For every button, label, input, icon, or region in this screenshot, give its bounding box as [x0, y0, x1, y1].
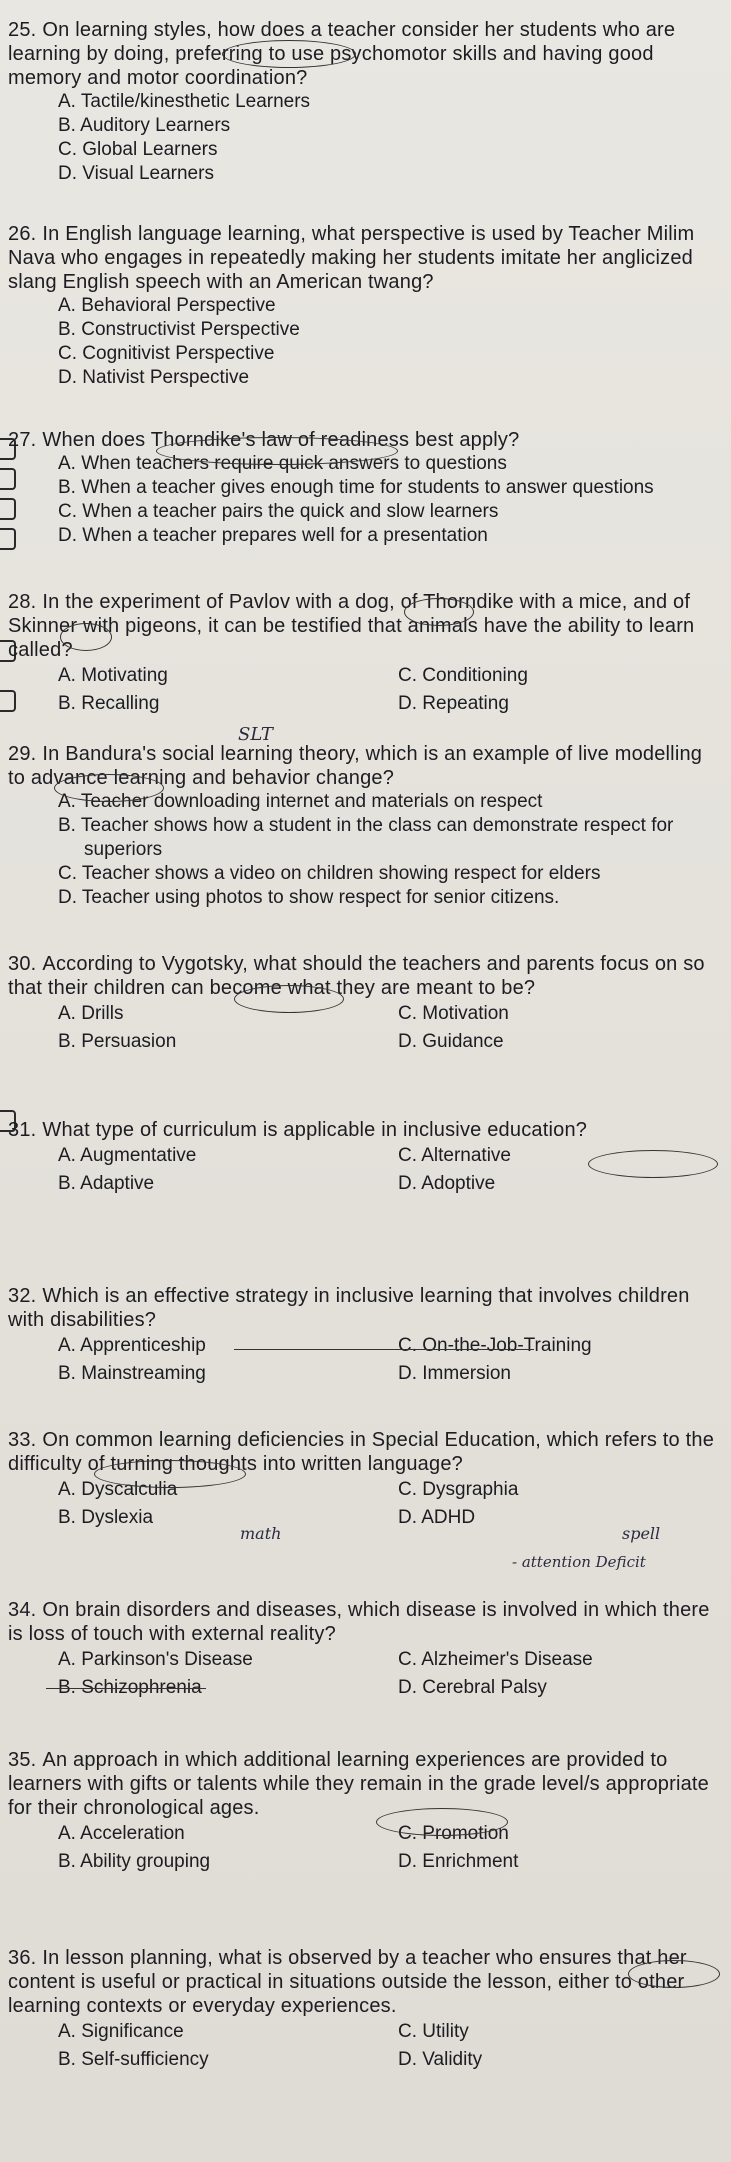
question-34 — [8, 1598, 720, 1702]
option[interactable]: C. Conditioning — [398, 665, 528, 686]
option[interactable]: B. Mainstreaming — [58, 1363, 206, 1384]
option[interactable]: A. Behavioral Perspective — [58, 295, 276, 316]
question-28 — [8, 590, 720, 718]
option[interactable]: B. Self-sufficiency — [58, 2049, 209, 2070]
option[interactable]: C. On-the-Job-Training — [398, 1335, 592, 1356]
pen-circle — [234, 985, 344, 1013]
option[interactable]: B. Ability grouping — [58, 1851, 211, 1872]
option[interactable]: A. When teachers require quick answers to questions — [58, 453, 507, 474]
option[interactable]: C. When a teacher pairs the quick and slow learners — [58, 501, 499, 522]
option[interactable]: A. Motivating — [58, 665, 168, 686]
option[interactable]: D. Nativist Perspective — [58, 367, 250, 388]
option[interactable]: C. Teacher shows a video on children showing respect for elders — [58, 863, 601, 884]
option[interactable]: C. Cognitivist Perspective — [58, 343, 275, 364]
pen-underline — [234, 1349, 534, 1350]
question-stem: 28. In the experiment of Pavlov with a dog, of Thorndike with a mice, and of Skinner with pigeons, it can be testified that animals have the ability to learn called? — [8, 591, 695, 661]
options-list — [58, 294, 720, 390]
option[interactable]: C. Global Learners — [58, 139, 218, 160]
option[interactable]: B. Adaptive — [58, 1173, 155, 1194]
question-stem: 27. When does Thorndike's law of readiness best apply? — [8, 429, 520, 451]
option[interactable]: D. Visual Learners — [58, 163, 214, 184]
option[interactable]: B. Recalling — [58, 693, 160, 714]
question-stem: 31. What type of curriculum is applicable in inclusive education? — [8, 1119, 588, 1141]
option[interactable]: D. When a teacher prepares well for a presentation — [58, 525, 488, 546]
option[interactable]: A. Augmentative — [58, 1145, 197, 1166]
pen-circle — [628, 1960, 720, 1988]
option[interactable]: A. Acceleration — [58, 1823, 185, 1844]
option[interactable]: B. Dyslexia — [58, 1507, 154, 1528]
option[interactable]: B. Persuasion — [58, 1031, 177, 1052]
pen-circle — [222, 40, 356, 68]
options-list — [58, 90, 720, 186]
option[interactable]: A. Parkinson's Disease — [58, 1649, 253, 1670]
question-stem: 32. Which is an effective strategy in inclusive learning that involves children with disabilities? — [8, 1285, 690, 1331]
option[interactable]: D. Guidance — [398, 1031, 504, 1052]
question-36 — [8, 1946, 720, 2074]
question-29 — [8, 742, 720, 910]
option[interactable]: D. Validity — [398, 2049, 483, 2070]
option[interactable]: D. ADHD — [398, 1507, 476, 1528]
pen-circle — [54, 774, 164, 802]
option[interactable]: A. Apprenticeship — [58, 1335, 206, 1356]
pen-circle — [404, 598, 474, 626]
option[interactable]: C. Motivation — [398, 1003, 509, 1024]
question-stem: 30. According to Vygotsky, what should the teachers and parents focus on so that their children can become what they are meant to be? — [8, 953, 705, 999]
option[interactable]: C. Dysgraphia — [398, 1479, 519, 1500]
question-26 — [8, 222, 720, 390]
handwritten-note: SLT — [238, 724, 273, 745]
question-25 — [8, 18, 720, 186]
option[interactable]: D. Cerebral Palsy — [398, 1677, 547, 1698]
option[interactable]: A. Drills — [58, 1003, 124, 1024]
option[interactable]: B. Teacher shows how a student in the class can demonstrate respect for superiors — [58, 815, 674, 860]
pen-circle — [376, 1808, 508, 1836]
question-30 — [8, 952, 720, 1056]
options-grid — [58, 2018, 720, 2074]
question-35 — [8, 1748, 720, 1876]
options-grid — [58, 1000, 720, 1056]
options-list — [58, 452, 700, 548]
option[interactable]: C. Utility — [398, 2021, 469, 2042]
handwritten-note: - attention Deficit — [512, 1553, 646, 1571]
option[interactable]: B. Constructivist Perspective — [58, 319, 300, 340]
option[interactable]: A. Tactile/kinesthetic Learners — [58, 91, 311, 112]
question-32 — [8, 1284, 720, 1388]
pen-circle — [588, 1150, 718, 1178]
pen-circle — [94, 1460, 246, 1488]
option[interactable]: D. Immersion — [398, 1363, 511, 1384]
question-stem: 34. On brain disorders and diseases, which disease is involved in which there is loss of touch with external reality? — [8, 1599, 710, 1645]
question-stem: 29. In Bandura's social learning theory, which is an example of live modelling to advance learning and behavior change? — [8, 743, 703, 789]
options-grid — [58, 1332, 720, 1388]
option[interactable]: B. Schizophrenia — [58, 1677, 202, 1698]
option[interactable]: C. Alzheimer's Disease — [398, 1649, 593, 1670]
pen-circle — [60, 623, 112, 651]
handwritten-note: spell — [622, 1524, 661, 1543]
pen-underline — [46, 1688, 206, 1689]
option[interactable]: C. Promotion — [398, 1823, 509, 1844]
handwritten-note: math — [240, 1524, 282, 1543]
options-grid — [58, 1646, 720, 1702]
option[interactable]: A. Teacher downloading internet and materials on respect — [58, 791, 543, 812]
option[interactable]: D. Teacher using photos to show respect for senior citizens. — [58, 887, 560, 908]
question-stem: 26. In English language learning, what perspective is used by Teacher Milim Nava who engages in repeatedly making her students imitate her anglicized slang English speech with an American twang? — [8, 223, 695, 293]
option[interactable]: C. Alternative — [398, 1145, 511, 1166]
pen-circle — [156, 437, 398, 465]
option[interactable]: D. Enrichment — [398, 1851, 519, 1872]
option[interactable]: A. Significance — [58, 2021, 184, 2042]
option[interactable]: A. Dyscalculia — [58, 1479, 178, 1500]
options-list — [58, 790, 710, 910]
option[interactable]: D. Adoptive — [398, 1173, 496, 1194]
question-stem: 36. In lesson planning, what is observed by a teacher who ensures that her content is useful or practical in situations outside the lesson, either to other learning contexts or everyday experiences. — [8, 1947, 687, 2017]
question-stem: 33. On common learning deficiencies in Special Education, which refers to the difficulty of turning thoughts into written language? — [8, 1429, 715, 1475]
options-grid — [58, 662, 720, 718]
question-stem: 25. On learning styles, how does a teacher consider her students who are learning by doing, preferring to use psychomotor skills and having good memory and motor coordination? — [8, 19, 676, 89]
option[interactable]: B. When a teacher gives enough time for students to answer questions — [58, 477, 654, 498]
option[interactable]: D. Repeating — [398, 693, 509, 714]
question-stem: 35. An approach in which additional learning experiences are provided to learners with gifts or talents while they remain in the grade level/s appropriate for their chronological ages. — [8, 1749, 709, 1819]
option[interactable]: B. Auditory Learners — [58, 115, 231, 136]
